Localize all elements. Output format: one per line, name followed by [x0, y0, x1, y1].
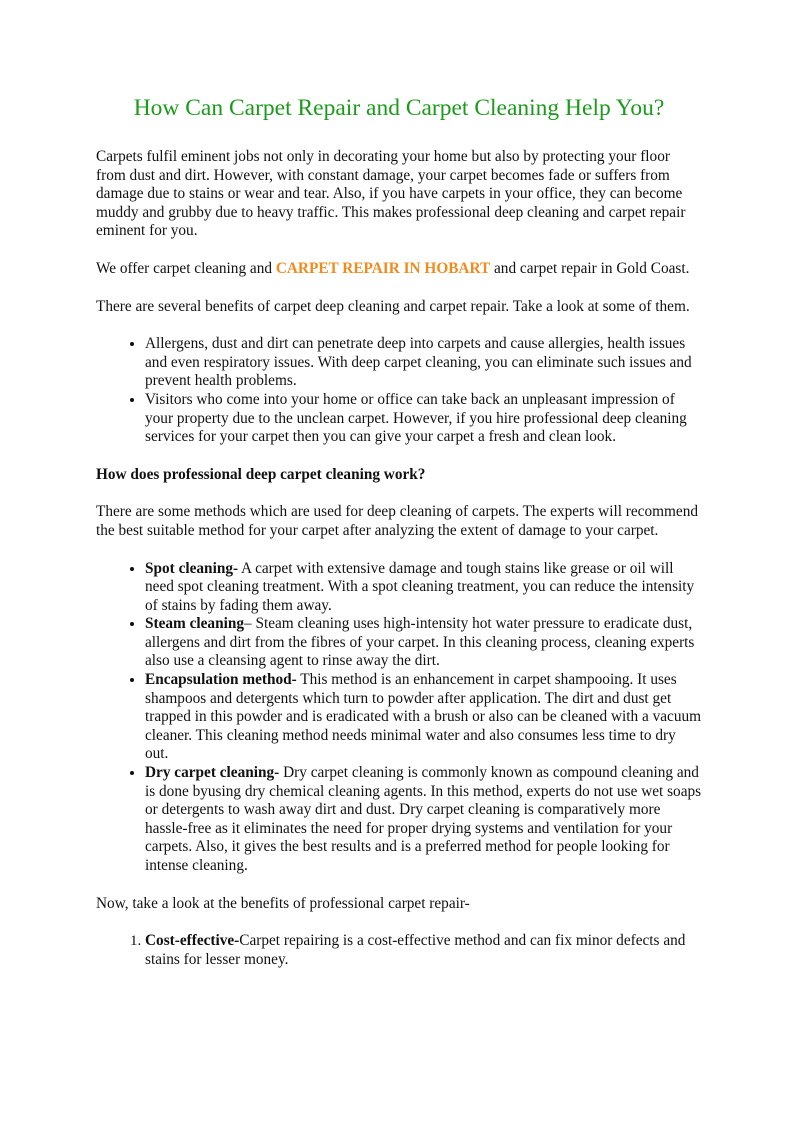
method-term: Encapsulation method-	[145, 671, 297, 689]
list-item	[145, 615, 702, 671]
method-term: Steam cleaning	[145, 615, 244, 633]
page-title: How Can Carpet Repair and Carpet Cleaning Help You?	[133, 95, 665, 121]
list-item: • Visitors who come into your home or office can take back an unpleasant impression of your property due to the unclean carpet. However, if you hire professional deep cleaning services for your carpet then you can give your carpet a fresh and clean look.	[145, 391, 702, 447]
method-term: Spot cleaning-	[145, 559, 239, 577]
repair-benefits-list	[96, 932, 702, 969]
method-text: Dry carpet cleaning is commonly known as compound cleaning and is done byusing dry chemical cleaning agents. In this method, experts do not use wet soaps or detergents to wash away dirt and dust. Dry carpet cleaning is comparatively more hassle-free as it eliminates the need for proper drying systems and ventilation for your carpets. Also, it gives the best results and is a preferred method for people looking for intense cleaning.	[145, 764, 702, 874]
benefits-list	[96, 335, 702, 447]
repair-term: Cost-effective-	[145, 932, 240, 950]
repair-intro-paragraph: Now, take a look at the benefits of professional carpet repair-	[96, 894, 470, 912]
section-heading-how: How does professional deep carpet cleaning work?	[96, 465, 426, 483]
offer-paragraph	[96, 260, 702, 279]
method-text: This method is an enhancement in carpet shampooing. It uses shampoos and detergents which turn to powder after application. The dirt and dust get trapped in this powder and is eradicated with a brush or also can be cleaned with a vacuum cleaner. This cleaning method needs minimal water and also consumes less time to dry out.	[145, 671, 702, 763]
list-item	[145, 932, 702, 969]
methods-list	[96, 560, 702, 876]
offer-text-after: and carpet repair in Gold Coast.	[490, 259, 690, 277]
method-text: A carpet with extensive damage and tough stains like grease or oil will need spot cleaning treatment. With a spot cleaning treatment, you can reduce the intensity of stains by fading them away.	[145, 559, 695, 614]
document-page	[96, 93, 702, 988]
list-item	[145, 764, 702, 876]
list-item	[145, 671, 702, 764]
list-item: • Allergens, dust and dirt can penetrate deep into carpets and cause allergies, health issues and even respiratory issues. With deep carpet cleaning, you can eliminate such issues and prevent health problems.	[145, 335, 702, 391]
list-item	[145, 560, 702, 616]
method-term: Dry carpet cleaning-	[145, 764, 280, 782]
repair-text: Carpet repairing is a cost-effective method and can fix minor defects and stains for lesser money.	[145, 932, 686, 968]
intro-paragraph: Carpets fulfil eminent jobs not only in decorating your home but also by protecting your floor from dust and dirt. However, with constant damage, your carpet becomes fade or suffers from damage due to stains or wear and tear. Also, if you have carpets in your office, they can become muddy and grubby due to heavy traffic. This makes professional deep cleaning and carpet repair eminent for you.	[96, 148, 686, 240]
offer-text-before: We offer carpet cleaning and	[96, 259, 276, 277]
method-text: – Steam cleaning uses high-intensity hot water pressure to eradicate dust, allergens and dirt from the fibres of your carpet. In this cleaning process, cleaning experts also use a cleansing agent to rinse away the dirt.	[145, 615, 695, 670]
benefits-intro-paragraph: There are several benefits of carpet deep cleaning and carpet repair. Take a look at some of them.	[96, 297, 690, 315]
methods-intro-paragraph: There are some methods which are used for deep cleaning of carpets. The experts will recommend the best suitable method for your carpet after analyzing the extent of damage to your carpet.	[96, 503, 699, 539]
carpet-repair-hobart-link[interactable]: CARPET REPAIR IN HOBART	[275, 259, 491, 277]
